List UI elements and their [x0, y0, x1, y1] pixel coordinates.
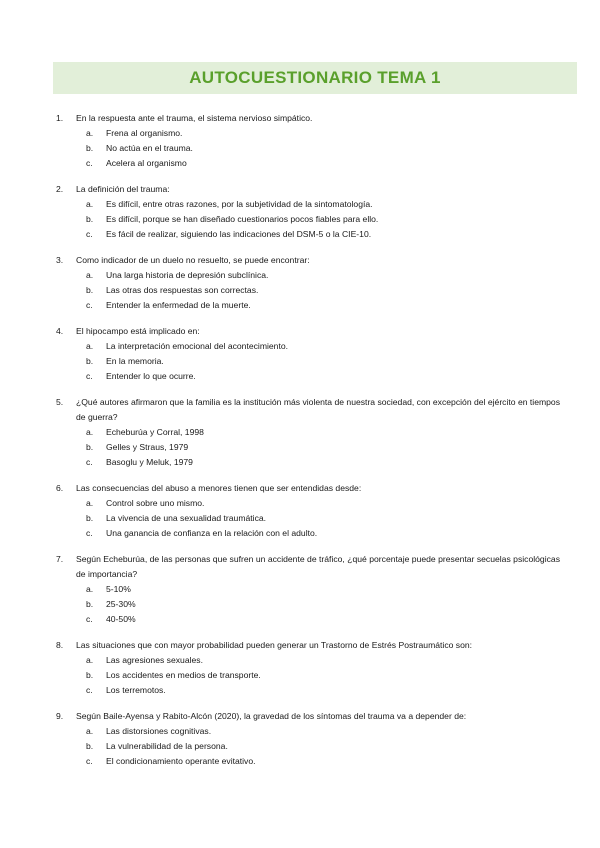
option-letter: b. — [86, 513, 94, 523]
title-banner — [53, 62, 577, 94]
answer-option — [56, 425, 560, 440]
option-list — [56, 197, 560, 242]
option-letter: a. — [86, 584, 94, 594]
option-text: Basoglu y Meluk, 1979 — [106, 457, 193, 467]
question-row — [56, 709, 560, 724]
option-letter: b. — [86, 356, 94, 366]
option-text: La vulnerabilidad de la persona. — [106, 741, 228, 751]
option-list — [56, 339, 560, 384]
question-list — [56, 111, 560, 780]
option-text: Es fácil de realizar, siguiendo las indicaciones del DSM-5 o la CIE-10. — [106, 229, 372, 239]
option-letter: c. — [86, 371, 93, 381]
question-text: El hipocampo está implicado en: — [76, 326, 200, 336]
answer-option — [56, 369, 560, 384]
answer-option — [56, 227, 560, 242]
option-letter: c. — [86, 300, 93, 310]
option-list — [56, 724, 560, 769]
option-text: En la memoria. — [106, 356, 164, 366]
question-text: Las consecuencias del abuso a menores tienen que ser entendidas desde: — [76, 483, 362, 493]
option-text: La interpretación emocional del acontecimiento. — [106, 341, 289, 351]
question-row — [56, 324, 560, 339]
question-item — [56, 638, 560, 698]
option-list — [56, 126, 560, 171]
question-text: Según Baile-Ayensa y Rabito-Alcón (2020), la gravedad de los síntomas del trauma va a depender de: — [76, 711, 467, 721]
option-list — [56, 268, 560, 313]
option-text: Echeburúa y Corral, 1998 — [106, 427, 204, 437]
question-item — [56, 481, 560, 541]
question-text: Las situaciones que con mayor probabilidad pueden generar un Trastorno de Estrés Postraumático son: — [76, 640, 473, 650]
question-row — [56, 395, 560, 425]
answer-option — [56, 354, 560, 369]
option-text: Entender lo que ocurre. — [106, 371, 196, 381]
question-text: ¿Qué autores afirmaron que la familia es la institución más violenta de nuestra sociedad, con excepción del ejército en tiempos de guerra? — [76, 397, 560, 422]
option-text: Las distorsiones cognitivas. — [106, 726, 212, 736]
answer-option — [56, 612, 560, 627]
question-number: 1. — [56, 113, 64, 123]
answer-option — [56, 496, 560, 511]
answer-option — [56, 455, 560, 470]
question-text: Como indicador de un duelo no resuelto, se puede encontrar: — [76, 255, 310, 265]
option-list — [56, 653, 560, 698]
answer-option — [56, 283, 560, 298]
option-letter: b. — [86, 741, 94, 751]
answer-option — [56, 156, 560, 171]
question-number: 2. — [56, 184, 64, 194]
answer-option — [56, 339, 560, 354]
question-row — [56, 182, 560, 197]
option-text: Es difícil, entre otras razones, por la subjetividad de la sintomatología. — [106, 199, 373, 209]
option-letter: c. — [86, 756, 93, 766]
option-text: Entender la enfermedad de la muerte. — [106, 300, 251, 310]
question-number: 9. — [56, 711, 64, 721]
option-letter: b. — [86, 442, 94, 452]
option-letter: a. — [86, 341, 94, 351]
option-text: 25-30% — [106, 599, 136, 609]
option-letter: a. — [86, 270, 94, 280]
option-text: Una larga historia de depresión subclínica. — [106, 270, 269, 280]
question-row — [56, 253, 560, 268]
question-item — [56, 182, 560, 242]
option-letter: c. — [86, 457, 93, 467]
answer-option — [56, 440, 560, 455]
option-text: Los accidentes en medios de transporte. — [106, 670, 261, 680]
answer-option — [56, 298, 560, 313]
option-letter: a. — [86, 128, 94, 138]
option-letter: a. — [86, 655, 94, 665]
answer-option — [56, 653, 560, 668]
option-letter: c. — [86, 528, 93, 538]
question-row — [56, 111, 560, 126]
question-number: 7. — [56, 554, 64, 564]
option-letter: c. — [86, 685, 93, 695]
option-letter: a. — [86, 498, 94, 508]
option-text: Gelles y Straus, 1979 — [106, 442, 189, 452]
page-title: AUTOCUESTIONARIO TEMA 1 — [189, 68, 441, 87]
option-letter: a. — [86, 726, 94, 736]
answer-option — [56, 126, 560, 141]
answer-option — [56, 526, 560, 541]
option-text: Los terremotos. — [106, 685, 166, 695]
option-letter: c. — [86, 229, 93, 239]
option-letter: b. — [86, 599, 94, 609]
question-item — [56, 395, 560, 470]
answer-option — [56, 212, 560, 227]
answer-option — [56, 724, 560, 739]
option-text: Acelera al organismo — [106, 158, 187, 168]
option-text: Las agresiones sexuales. — [106, 655, 203, 665]
option-text: Es difícil, porque se han diseñado cuestionarios pocos fiables para ello. — [106, 214, 379, 224]
question-text: La definición del trauma: — [76, 184, 170, 194]
option-letter: a. — [86, 427, 94, 437]
answer-option — [56, 141, 560, 156]
option-letter: c. — [86, 158, 93, 168]
option-text: 5-10% — [106, 584, 131, 594]
answer-option — [56, 197, 560, 212]
answer-option — [56, 754, 560, 769]
option-letter: b. — [86, 143, 94, 153]
question-row — [56, 638, 560, 653]
question-number: 3. — [56, 255, 64, 265]
question-text: En la respuesta ante el trauma, el sistema nervioso simpático. — [76, 113, 313, 123]
question-row — [56, 481, 560, 496]
question-number: 4. — [56, 326, 64, 336]
question-item — [56, 111, 560, 171]
option-list — [56, 582, 560, 627]
answer-option — [56, 511, 560, 526]
option-text: La vivencia de una sexualidad traumática. — [106, 513, 267, 523]
option-text: El condicionamiento operante evitativo. — [106, 756, 256, 766]
option-letter: a. — [86, 199, 94, 209]
question-item — [56, 709, 560, 769]
answer-option — [56, 597, 560, 612]
option-text: No actúa en el trauma. — [106, 143, 193, 153]
option-letter: b. — [86, 670, 94, 680]
question-item — [56, 324, 560, 384]
option-text: Control sobre uno mismo. — [106, 498, 205, 508]
option-letter: b. — [86, 285, 94, 295]
question-number: 5. — [56, 397, 64, 407]
answer-option — [56, 268, 560, 283]
answer-option — [56, 739, 560, 754]
option-letter: b. — [86, 214, 94, 224]
option-text: Las otras dos respuestas son correctas. — [106, 285, 259, 295]
question-item — [56, 253, 560, 313]
option-letter: c. — [86, 614, 93, 624]
question-number: 6. — [56, 483, 64, 493]
question-row — [56, 552, 560, 582]
option-text: Frena al organismo. — [106, 128, 183, 138]
answer-option — [56, 683, 560, 698]
answer-option — [56, 668, 560, 683]
option-text: 40-50% — [106, 614, 136, 624]
option-text: Una ganancia de confianza en la relación con el adulto. — [106, 528, 318, 538]
question-item — [56, 552, 560, 627]
option-list — [56, 496, 560, 541]
question-text: Según Echeburúa, de las personas que sufren un accidente de tráfico, ¿qué porcentaje puede presentar secuelas psicológicas de importancia? — [76, 554, 560, 579]
question-number: 8. — [56, 640, 64, 650]
answer-option — [56, 582, 560, 597]
option-list — [56, 425, 560, 470]
